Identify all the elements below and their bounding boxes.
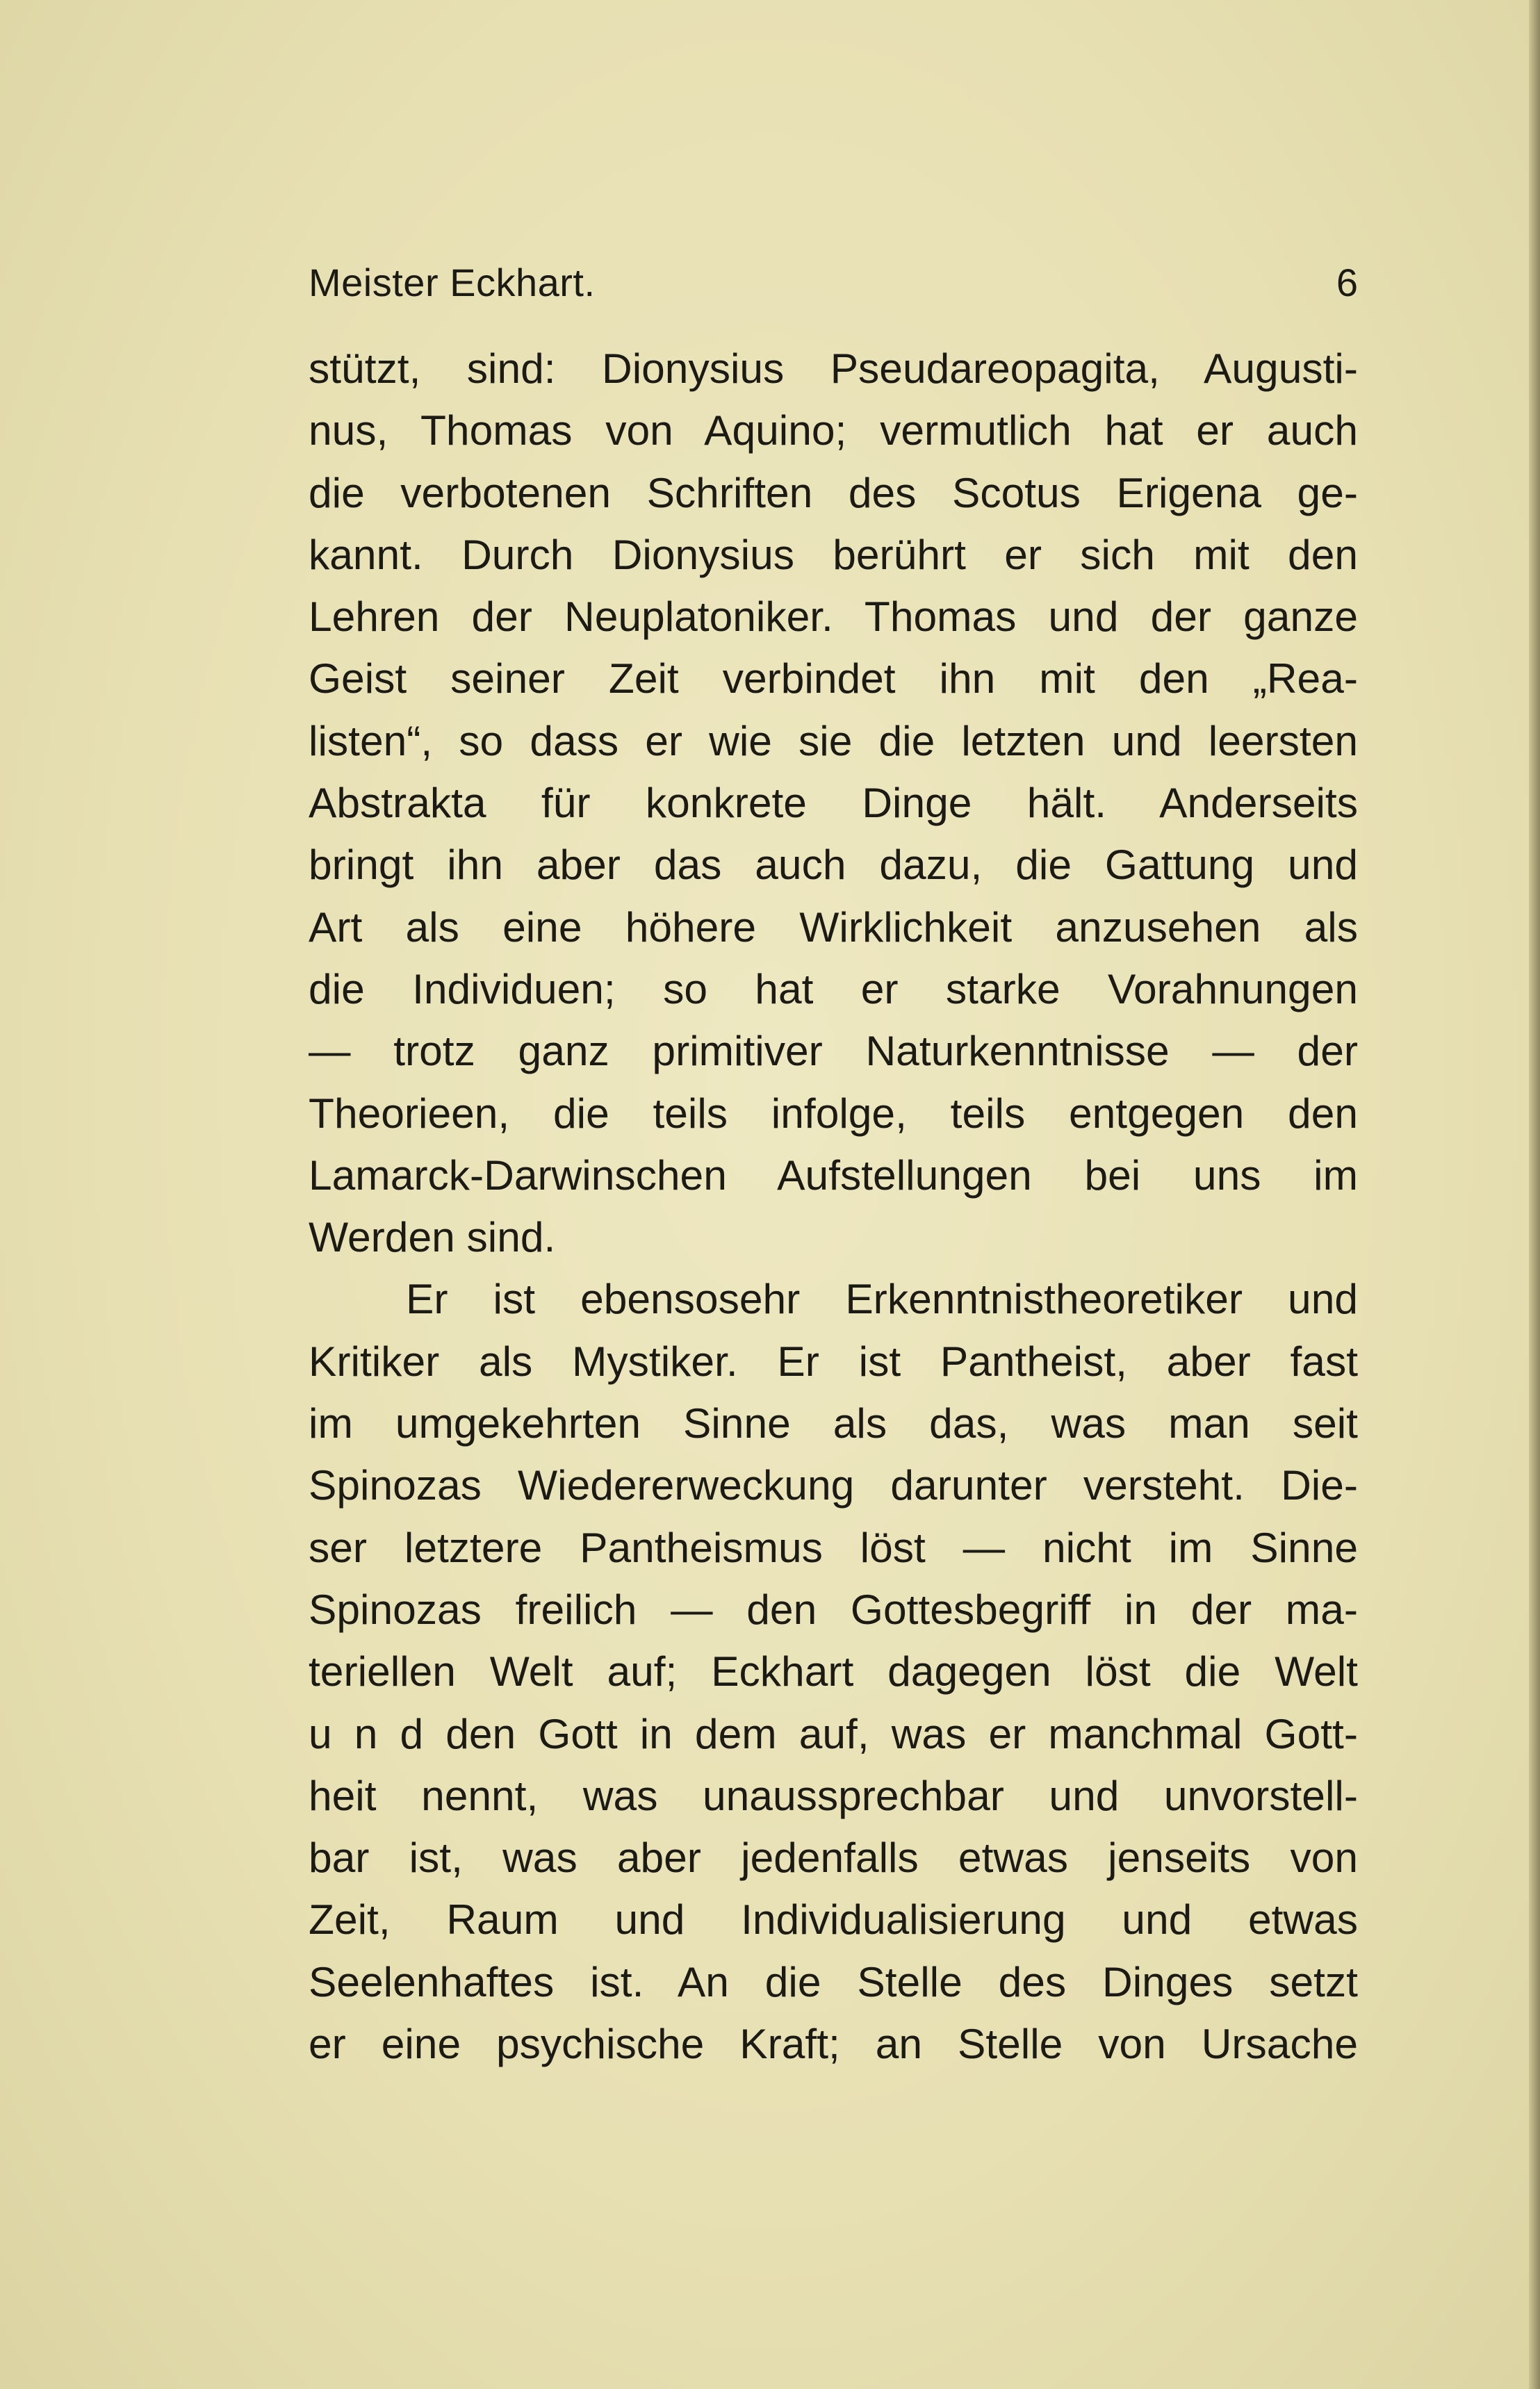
- text-line: bar ist, was aber jedenfalls etwas jenseits von: [309, 1834, 1358, 1882]
- text-line: Lehren der Neuplatoniker. Thomas und der ganze: [309, 593, 1358, 641]
- running-title: Meister Eckhart.: [309, 261, 596, 304]
- text-line: Spinozas freilich — den Gottesbegriff in der ma-: [309, 1585, 1358, 1633]
- text-line: stützt, sind: Dionysius Pseudareopagita, Augusti-: [309, 345, 1358, 392]
- page-header: [309, 258, 1358, 307]
- text-line: Art als eine höhere Wirklichkeit anzusehen als: [309, 903, 1358, 951]
- text-line: kannt. Durch Dionysius berührt er sich mit den: [309, 530, 1358, 578]
- text-line: — trotz ganz primitiver Naturkenntnisse — der: [309, 1027, 1358, 1075]
- text-line: Abstrakta für konkrete Dinge hält. Anderseits: [309, 779, 1358, 827]
- text-line: im umgekehrten Sinne als das, was man seit: [309, 1399, 1358, 1447]
- text-line: bringt ihn aber das auch dazu, die Gattung und: [309, 841, 1358, 889]
- text-line: die verbotenen Schriften des Scotus Erigena ge-: [309, 468, 1358, 516]
- text-line: Kritiker als Mystiker. Er ist Pantheist, aber fast: [309, 1337, 1358, 1385]
- text-line: nus, Thomas von Aquino; vermutlich hat er auch: [309, 407, 1358, 454]
- text-line: er eine psychische Kraft; an Stelle von Ursache: [309, 2020, 1358, 2068]
- text-line: Seelenhaftes ist. An die Stelle des Dinges setzt: [309, 1957, 1358, 2005]
- text-line: Spinozas Wiedererweckung darunter versteht. Die-: [309, 1461, 1358, 1509]
- text-line: Lamarck-Darwinschen Aufstellungen bei uns im: [309, 1151, 1358, 1199]
- text-line: u n d den Gott in dem auf, was er manchmal Gott-: [309, 1709, 1358, 1757]
- text-line-paragraph-start: Er ist ebensosehr Erkenntnistheoretiker und: [406, 1275, 1358, 1323]
- text-line: Geist seiner Zeit verbindet ihn mit den „Rea-: [309, 655, 1358, 703]
- body-text: [309, 338, 1358, 2075]
- text-line: Theorieen, die teils infolge, teils entgegen den: [309, 1089, 1358, 1137]
- text-line-paragraph-end: Werden sind.: [309, 1213, 556, 1261]
- text-line: teriellen Welt auf; Eckhart dagegen löst die Welt: [309, 1648, 1358, 1696]
- text-line: listen“, so dass er wie sie die letzten und leersten: [309, 716, 1358, 764]
- text-line: heit nennt, was unaussprechbar und unvorstell-: [309, 1771, 1358, 1819]
- text-line: ser letztere Pantheismus löst — nicht im Sinne: [309, 1523, 1358, 1571]
- page-edge-shadow: [1529, 0, 1540, 2389]
- text-line: Zeit, Raum und Individualisierung und etwas: [309, 1896, 1358, 1944]
- page-number: 6: [1336, 261, 1358, 304]
- text-line: die Individuen; so hat er starke Vorahnungen: [309, 964, 1358, 1012]
